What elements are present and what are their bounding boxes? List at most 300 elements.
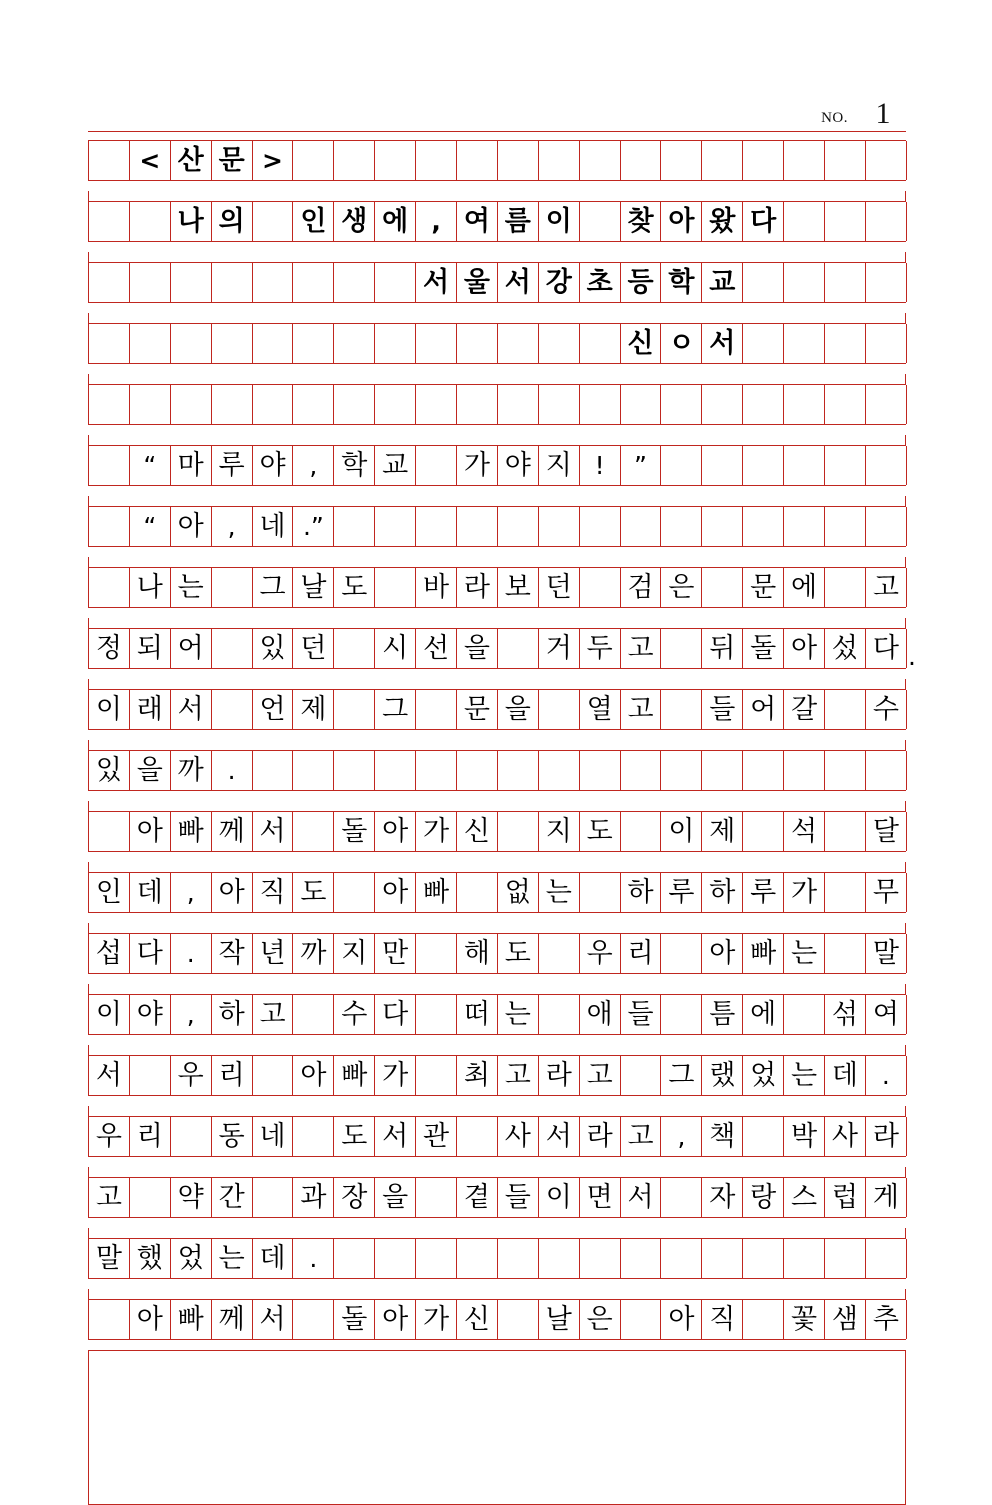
manuscript-cell[interactable]: 데: [825, 1056, 866, 1095]
manuscript-cell[interactable]: 은: [661, 568, 702, 607]
manuscript-cell[interactable]: [498, 751, 539, 790]
manuscript-cell[interactable]: [89, 812, 130, 851]
manuscript-cell[interactable]: [661, 995, 702, 1034]
manuscript-cell[interactable]: [375, 568, 416, 607]
manuscript-cell[interactable]: ,: [212, 507, 253, 546]
manuscript-cell[interactable]: [498, 507, 539, 546]
manuscript-cell[interactable]: 문: [743, 568, 784, 607]
manuscript-cell[interactable]: 는: [784, 1056, 825, 1095]
manuscript-cell[interactable]: [621, 1056, 662, 1095]
manuscript-cell[interactable]: 께: [212, 812, 253, 851]
manuscript-cell[interactable]: [743, 1300, 784, 1339]
manuscript-cell[interactable]: 는: [784, 934, 825, 973]
manuscript-cell[interactable]: 하: [212, 995, 253, 1034]
manuscript-cell[interactable]: 야: [253, 446, 294, 485]
manuscript-cell[interactable]: [743, 507, 784, 546]
manuscript-cell[interactable]: [89, 568, 130, 607]
manuscript-cell[interactable]: [661, 141, 702, 180]
manuscript-cell[interactable]: 스: [784, 1178, 825, 1217]
manuscript-cell[interactable]: [375, 385, 416, 424]
manuscript-cell[interactable]: 사: [825, 1117, 866, 1156]
manuscript-cell[interactable]: 름: [498, 202, 539, 241]
manuscript-cell[interactable]: [702, 141, 743, 180]
manuscript-cell[interactable]: [498, 629, 539, 668]
manuscript-cell[interactable]: [825, 324, 866, 363]
manuscript-cell[interactable]: [743, 263, 784, 302]
manuscript-cell[interactable]: [743, 812, 784, 851]
manuscript-cell[interactable]: [334, 507, 375, 546]
manuscript-cell[interactable]: [743, 1239, 784, 1278]
manuscript-cell[interactable]: 신: [457, 1300, 498, 1339]
manuscript-cell[interactable]: [416, 1178, 457, 1217]
manuscript-cell[interactable]: 리: [212, 1056, 253, 1095]
manuscript-cell[interactable]: 돌: [743, 629, 784, 668]
manuscript-cell[interactable]: 신: [457, 812, 498, 851]
manuscript-cell[interactable]: [539, 690, 580, 729]
manuscript-cell[interactable]: 사: [498, 1117, 539, 1156]
manuscript-cell[interactable]: 까: [293, 934, 334, 973]
manuscript-cell[interactable]: 돌: [334, 1300, 375, 1339]
manuscript-cell[interactable]: 이: [661, 812, 702, 851]
manuscript-cell[interactable]: [130, 263, 171, 302]
manuscript-cell[interactable]: 강: [539, 263, 580, 302]
manuscript-cell[interactable]: 생: [334, 202, 375, 241]
manuscript-cell[interactable]: ,: [661, 1117, 702, 1156]
manuscript-cell[interactable]: [784, 202, 825, 241]
manuscript-cell[interactable]: [253, 751, 294, 790]
manuscript-cell[interactable]: [253, 202, 294, 241]
manuscript-cell[interactable]: 등: [621, 263, 662, 302]
manuscript-cell[interactable]: [580, 1239, 621, 1278]
manuscript-cell[interactable]: 던: [539, 568, 580, 607]
manuscript-cell[interactable]: 의: [212, 202, 253, 241]
manuscript-cell[interactable]: 다: [743, 202, 784, 241]
manuscript-cell[interactable]: 에: [375, 202, 416, 241]
manuscript-cell[interactable]: 샘: [825, 1300, 866, 1339]
manuscript-cell[interactable]: [416, 507, 457, 546]
manuscript-cell[interactable]: [171, 263, 212, 302]
manuscript-cell[interactable]: [825, 934, 866, 973]
manuscript-cell[interactable]: 그: [375, 690, 416, 729]
manuscript-cell[interactable]: 곁: [457, 1178, 498, 1217]
manuscript-cell[interactable]: [457, 873, 498, 912]
manuscript-cell[interactable]: [743, 446, 784, 485]
manuscript-cell[interactable]: !: [580, 446, 621, 485]
manuscript-cell[interactable]: 하: [702, 873, 743, 912]
manuscript-cell[interactable]: [825, 812, 866, 851]
manuscript-cell[interactable]: 고: [621, 629, 662, 668]
manuscript-cell[interactable]: [130, 1056, 171, 1095]
manuscript-cell[interactable]: 그: [253, 568, 294, 607]
manuscript-cell[interactable]: 우: [580, 934, 621, 973]
manuscript-cell[interactable]: 최: [457, 1056, 498, 1095]
manuscript-cell[interactable]: [825, 202, 866, 241]
manuscript-cell[interactable]: [784, 141, 825, 180]
manuscript-cell[interactable]: 가: [416, 812, 457, 851]
manuscript-cell[interactable]: [825, 446, 866, 485]
manuscript-cell[interactable]: 을: [375, 1178, 416, 1217]
manuscript-cell[interactable]: [89, 263, 130, 302]
manuscript-cell[interactable]: 초: [580, 263, 621, 302]
manuscript-cell[interactable]: [89, 385, 130, 424]
manuscript-cell[interactable]: [375, 507, 416, 546]
manuscript-cell[interactable]: 네: [253, 1117, 294, 1156]
manuscript-cell[interactable]: 아: [375, 1300, 416, 1339]
manuscript-cell[interactable]: 문: [457, 690, 498, 729]
manuscript-cell[interactable]: [293, 385, 334, 424]
manuscript-cell[interactable]: 갈: [784, 690, 825, 729]
manuscript-cell[interactable]: [375, 263, 416, 302]
manuscript-cell[interactable]: >: [253, 141, 294, 180]
manuscript-cell[interactable]: [416, 1239, 457, 1278]
manuscript-cell[interactable]: [89, 202, 130, 241]
manuscript-cell[interactable]: [702, 751, 743, 790]
manuscript-cell[interactable]: [621, 141, 662, 180]
manuscript-cell[interactable]: 두: [580, 629, 621, 668]
manuscript-cell[interactable]: .: [866, 1056, 907, 1095]
manuscript-cell[interactable]: 야: [498, 446, 539, 485]
manuscript-cell[interactable]: 만: [375, 934, 416, 973]
manuscript-cell[interactable]: ,: [293, 446, 334, 485]
manuscript-cell[interactable]: 고: [89, 1178, 130, 1217]
manuscript-cell[interactable]: 도: [498, 934, 539, 973]
manuscript-cell[interactable]: 달: [866, 812, 907, 851]
manuscript-cell[interactable]: 산: [171, 141, 212, 180]
manuscript-cell[interactable]: [212, 690, 253, 729]
manuscript-cell[interactable]: 께: [212, 1300, 253, 1339]
manuscript-cell[interactable]: [334, 141, 375, 180]
manuscript-cell[interactable]: [661, 507, 702, 546]
manuscript-cell[interactable]: [293, 141, 334, 180]
manuscript-cell[interactable]: [130, 324, 171, 363]
manuscript-cell[interactable]: [130, 385, 171, 424]
manuscript-cell[interactable]: 도: [334, 1117, 375, 1156]
manuscript-cell[interactable]: [866, 385, 907, 424]
manuscript-cell[interactable]: [743, 751, 784, 790]
manuscript-cell[interactable]: [334, 690, 375, 729]
manuscript-cell[interactable]: 아: [130, 1300, 171, 1339]
manuscript-cell[interactable]: 가: [784, 873, 825, 912]
manuscript-cell[interactable]: 서: [253, 1300, 294, 1339]
manuscript-cell[interactable]: 는: [212, 1239, 253, 1278]
manuscript-cell[interactable]: 아: [784, 629, 825, 668]
manuscript-cell[interactable]: 섰: [825, 629, 866, 668]
manuscript-cell[interactable]: 인: [293, 202, 334, 241]
manuscript-cell[interactable]: 지: [539, 446, 580, 485]
manuscript-cell[interactable]: 다: [375, 995, 416, 1034]
manuscript-cell[interactable]: [416, 385, 457, 424]
manuscript-cell[interactable]: 돌: [334, 812, 375, 851]
manuscript-cell[interactable]: 고: [621, 1117, 662, 1156]
manuscript-cell[interactable]: [334, 263, 375, 302]
manuscript-cell[interactable]: 아: [130, 812, 171, 851]
manuscript-cell[interactable]: 간: [212, 1178, 253, 1217]
manuscript-cell[interactable]: 빠: [743, 934, 784, 973]
manuscript-cell[interactable]: [661, 446, 702, 485]
manuscript-cell[interactable]: 직: [702, 1300, 743, 1339]
manuscript-cell[interactable]: [89, 507, 130, 546]
manuscript-cell[interactable]: 해: [457, 934, 498, 973]
manuscript-cell[interactable]: [375, 324, 416, 363]
manuscript-cell[interactable]: [621, 812, 662, 851]
manuscript-cell[interactable]: [130, 1178, 171, 1217]
manuscript-cell[interactable]: 이: [89, 995, 130, 1034]
manuscript-cell[interactable]: 날: [539, 1300, 580, 1339]
manuscript-cell[interactable]: [212, 568, 253, 607]
manuscript-cell[interactable]: 자: [702, 1178, 743, 1217]
manuscript-cell[interactable]: 나: [130, 568, 171, 607]
manuscript-cell[interactable]: 날: [293, 568, 334, 607]
manuscript-cell[interactable]: [334, 873, 375, 912]
manuscript-cell[interactable]: [375, 751, 416, 790]
manuscript-cell[interactable]: <: [130, 141, 171, 180]
manuscript-cell[interactable]: [825, 141, 866, 180]
manuscript-cell[interactable]: 아: [661, 1300, 702, 1339]
manuscript-cell[interactable]: [825, 568, 866, 607]
manuscript-cell[interactable]: [457, 324, 498, 363]
manuscript-cell[interactable]: [212, 263, 253, 302]
manuscript-cell[interactable]: 바: [416, 568, 457, 607]
manuscript-cell[interactable]: 되: [130, 629, 171, 668]
manuscript-cell[interactable]: 게: [866, 1178, 907, 1217]
manuscript-cell[interactable]: 동: [212, 1117, 253, 1156]
manuscript-cell[interactable]: [171, 324, 212, 363]
manuscript-cell[interactable]: 지: [539, 812, 580, 851]
manuscript-cell[interactable]: 제: [293, 690, 334, 729]
manuscript-cell[interactable]: 랑: [743, 1178, 784, 1217]
manuscript-cell[interactable]: [253, 263, 294, 302]
manuscript-cell[interactable]: 과: [293, 1178, 334, 1217]
manuscript-cell[interactable]: 꽃: [784, 1300, 825, 1339]
manuscript-cell[interactable]: [661, 1178, 702, 1217]
manuscript-cell[interactable]: [621, 1300, 662, 1339]
manuscript-cell[interactable]: 은: [580, 1300, 621, 1339]
manuscript-cell[interactable]: [784, 385, 825, 424]
manuscript-cell[interactable]: 박: [784, 1117, 825, 1156]
manuscript-cell[interactable]: 아: [661, 202, 702, 241]
manuscript-cell[interactable]: 뒤: [702, 629, 743, 668]
manuscript-cell[interactable]: [498, 385, 539, 424]
manuscript-cell[interactable]: 랬: [702, 1056, 743, 1095]
manuscript-cell[interactable]: 었: [743, 1056, 784, 1095]
manuscript-cell[interactable]: 가: [457, 446, 498, 485]
manuscript-cell[interactable]: [375, 1239, 416, 1278]
manuscript-cell[interactable]: 도: [334, 568, 375, 607]
manuscript-cell[interactable]: [539, 934, 580, 973]
manuscript-cell[interactable]: [416, 690, 457, 729]
manuscript-cell[interactable]: [580, 751, 621, 790]
manuscript-cell[interactable]: [866, 141, 907, 180]
manuscript-cell[interactable]: 에: [784, 568, 825, 607]
manuscript-cell[interactable]: 었: [171, 1239, 212, 1278]
manuscript-cell[interactable]: 을: [498, 690, 539, 729]
manuscript-cell[interactable]: [457, 1239, 498, 1278]
manuscript-cell[interactable]: 관: [416, 1117, 457, 1156]
manuscript-cell[interactable]: 가: [375, 1056, 416, 1095]
manuscript-cell[interactable]: 네: [253, 507, 294, 546]
manuscript-cell[interactable]: 보: [498, 568, 539, 607]
manuscript-cell[interactable]: ,: [171, 995, 212, 1034]
manuscript-cell[interactable]: 까: [171, 751, 212, 790]
manuscript-cell[interactable]: 야: [130, 995, 171, 1034]
manuscript-cell[interactable]: [457, 507, 498, 546]
manuscript-cell[interactable]: [825, 751, 866, 790]
manuscript-cell[interactable]: [866, 263, 907, 302]
manuscript-cell[interactable]: 는: [498, 995, 539, 1034]
manuscript-cell[interactable]: 하: [621, 873, 662, 912]
manuscript-cell[interactable]: 여: [866, 995, 907, 1034]
manuscript-cell[interactable]: 울: [457, 263, 498, 302]
manuscript-cell[interactable]: 데: [253, 1239, 294, 1278]
manuscript-cell[interactable]: [334, 1239, 375, 1278]
manuscript-cell[interactable]: [457, 141, 498, 180]
manuscript-cell[interactable]: 인: [89, 873, 130, 912]
manuscript-cell[interactable]: 열: [580, 690, 621, 729]
manuscript-cell[interactable]: 서: [416, 263, 457, 302]
manuscript-cell[interactable]: [416, 751, 457, 790]
manuscript-cell[interactable]: [539, 507, 580, 546]
manuscript-cell[interactable]: [784, 263, 825, 302]
manuscript-cell[interactable]: 서: [253, 812, 294, 851]
manuscript-cell[interactable]: [253, 1178, 294, 1217]
manuscript-cell[interactable]: [825, 385, 866, 424]
manuscript-cell[interactable]: 신: [621, 324, 662, 363]
manuscript-cell[interactable]: 어: [171, 629, 212, 668]
manuscript-cell[interactable]: [253, 385, 294, 424]
manuscript-cell[interactable]: [539, 324, 580, 363]
manuscript-cell[interactable]: 라: [457, 568, 498, 607]
manuscript-cell[interactable]: [171, 385, 212, 424]
manuscript-cell[interactable]: [539, 385, 580, 424]
manuscript-cell[interactable]: [212, 324, 253, 363]
manuscript-cell[interactable]: [866, 446, 907, 485]
manuscript-cell[interactable]: 나: [171, 202, 212, 241]
manuscript-cell[interactable]: [498, 141, 539, 180]
manuscript-cell[interactable]: 작: [212, 934, 253, 973]
manuscript-cell[interactable]: 아: [212, 873, 253, 912]
manuscript-cell[interactable]: ”: [621, 446, 662, 485]
manuscript-cell[interactable]: 리: [621, 934, 662, 973]
manuscript-cell[interactable]: 빠: [334, 1056, 375, 1095]
manuscript-cell[interactable]: 정: [89, 629, 130, 668]
manuscript-cell[interactable]: [212, 629, 253, 668]
manuscript-cell[interactable]: 던: [293, 629, 334, 668]
manuscript-cell[interactable]: 고: [498, 1056, 539, 1095]
manuscript-cell[interactable]: [539, 751, 580, 790]
manuscript-cell[interactable]: 도: [580, 812, 621, 851]
manuscript-cell[interactable]: 떠: [457, 995, 498, 1034]
manuscript-cell[interactable]: 다: [866, 629, 907, 668]
manuscript-cell[interactable]: [334, 629, 375, 668]
manuscript-cell[interactable]: ,: [416, 202, 457, 241]
manuscript-cell[interactable]: [416, 934, 457, 973]
manuscript-cell[interactable]: [784, 751, 825, 790]
manuscript-cell[interactable]: [784, 507, 825, 546]
manuscript-cell[interactable]: 섭: [89, 934, 130, 973]
manuscript-cell[interactable]: .: [212, 751, 253, 790]
manuscript-cell[interactable]: 들: [498, 1178, 539, 1217]
manuscript-cell[interactable]: 서: [89, 1056, 130, 1095]
manuscript-cell[interactable]: .: [171, 934, 212, 973]
manuscript-cell[interactable]: 아: [171, 507, 212, 546]
manuscript-cell[interactable]: 래: [130, 690, 171, 729]
manuscript-cell[interactable]: [498, 324, 539, 363]
manuscript-cell[interactable]: [866, 751, 907, 790]
manuscript-cell[interactable]: [498, 1239, 539, 1278]
manuscript-cell[interactable]: 선: [416, 629, 457, 668]
manuscript-cell[interactable]: [293, 751, 334, 790]
manuscript-cell[interactable]: 다: [130, 934, 171, 973]
manuscript-cell[interactable]: [866, 202, 907, 241]
manuscript-cell[interactable]: [621, 507, 662, 546]
manuscript-cell[interactable]: 없: [498, 873, 539, 912]
manuscript-cell[interactable]: 직: [253, 873, 294, 912]
manuscript-cell[interactable]: 아: [375, 873, 416, 912]
manuscript-cell[interactable]: [416, 446, 457, 485]
manuscript-cell[interactable]: 라: [580, 1117, 621, 1156]
manuscript-cell[interactable]: 루: [743, 873, 784, 912]
manuscript-cell[interactable]: 고: [621, 690, 662, 729]
manuscript-cell[interactable]: 서: [539, 1117, 580, 1156]
manuscript-cell[interactable]: 루: [661, 873, 702, 912]
manuscript-cell[interactable]: 책: [702, 1117, 743, 1156]
manuscript-cell[interactable]: 지: [334, 934, 375, 973]
manuscript-cell[interactable]: 학: [334, 446, 375, 485]
manuscript-cell[interactable]: [171, 1117, 212, 1156]
manuscript-cell[interactable]: [334, 324, 375, 363]
manuscript-cell[interactable]: 리: [130, 1117, 171, 1156]
manuscript-cell[interactable]: 왔: [702, 202, 743, 241]
manuscript-cell[interactable]: [580, 873, 621, 912]
manuscript-cell[interactable]: [743, 141, 784, 180]
manuscript-cell[interactable]: [89, 1300, 130, 1339]
manuscript-cell[interactable]: “: [130, 446, 171, 485]
manuscript-cell[interactable]: [457, 385, 498, 424]
manuscript-cell[interactable]: 그: [661, 1056, 702, 1095]
manuscript-cell[interactable]: [580, 568, 621, 607]
manuscript-cell[interactable]: [784, 446, 825, 485]
manuscript-cell[interactable]: “: [130, 507, 171, 546]
manuscript-cell[interactable]: 시: [375, 629, 416, 668]
manuscript-cell[interactable]: ㅇ: [661, 324, 702, 363]
manuscript-cell[interactable]: 어: [743, 690, 784, 729]
manuscript-cell[interactable]: 교: [702, 263, 743, 302]
manuscript-cell[interactable]: [416, 1056, 457, 1095]
manuscript-cell[interactable]: [416, 995, 457, 1034]
manuscript-cell[interactable]: [457, 1117, 498, 1156]
manuscript-cell[interactable]: 우: [171, 1056, 212, 1095]
manuscript-cell[interactable]: [661, 934, 702, 973]
manuscript-cell[interactable]: [580, 202, 621, 241]
manuscript-cell[interactable]: [866, 1239, 907, 1278]
manuscript-cell[interactable]: [702, 385, 743, 424]
manuscript-cell[interactable]: [130, 202, 171, 241]
manuscript-cell[interactable]: 아: [375, 812, 416, 851]
manuscript-cell[interactable]: 마: [171, 446, 212, 485]
manuscript-cell[interactable]: [293, 324, 334, 363]
manuscript-cell[interactable]: [702, 1239, 743, 1278]
manuscript-cell[interactable]: [334, 751, 375, 790]
manuscript-cell[interactable]: 약: [171, 1178, 212, 1217]
manuscript-cell[interactable]: [661, 1239, 702, 1278]
manuscript-cell[interactable]: 빠: [171, 1300, 212, 1339]
manuscript-cell[interactable]: .”: [293, 507, 334, 546]
manuscript-cell[interactable]: 제: [702, 812, 743, 851]
manuscript-cell[interactable]: 고: [253, 995, 294, 1034]
manuscript-cell[interactable]: [498, 1300, 539, 1339]
manuscript-cell[interactable]: [89, 446, 130, 485]
manuscript-cell[interactable]: 말: [866, 934, 907, 973]
